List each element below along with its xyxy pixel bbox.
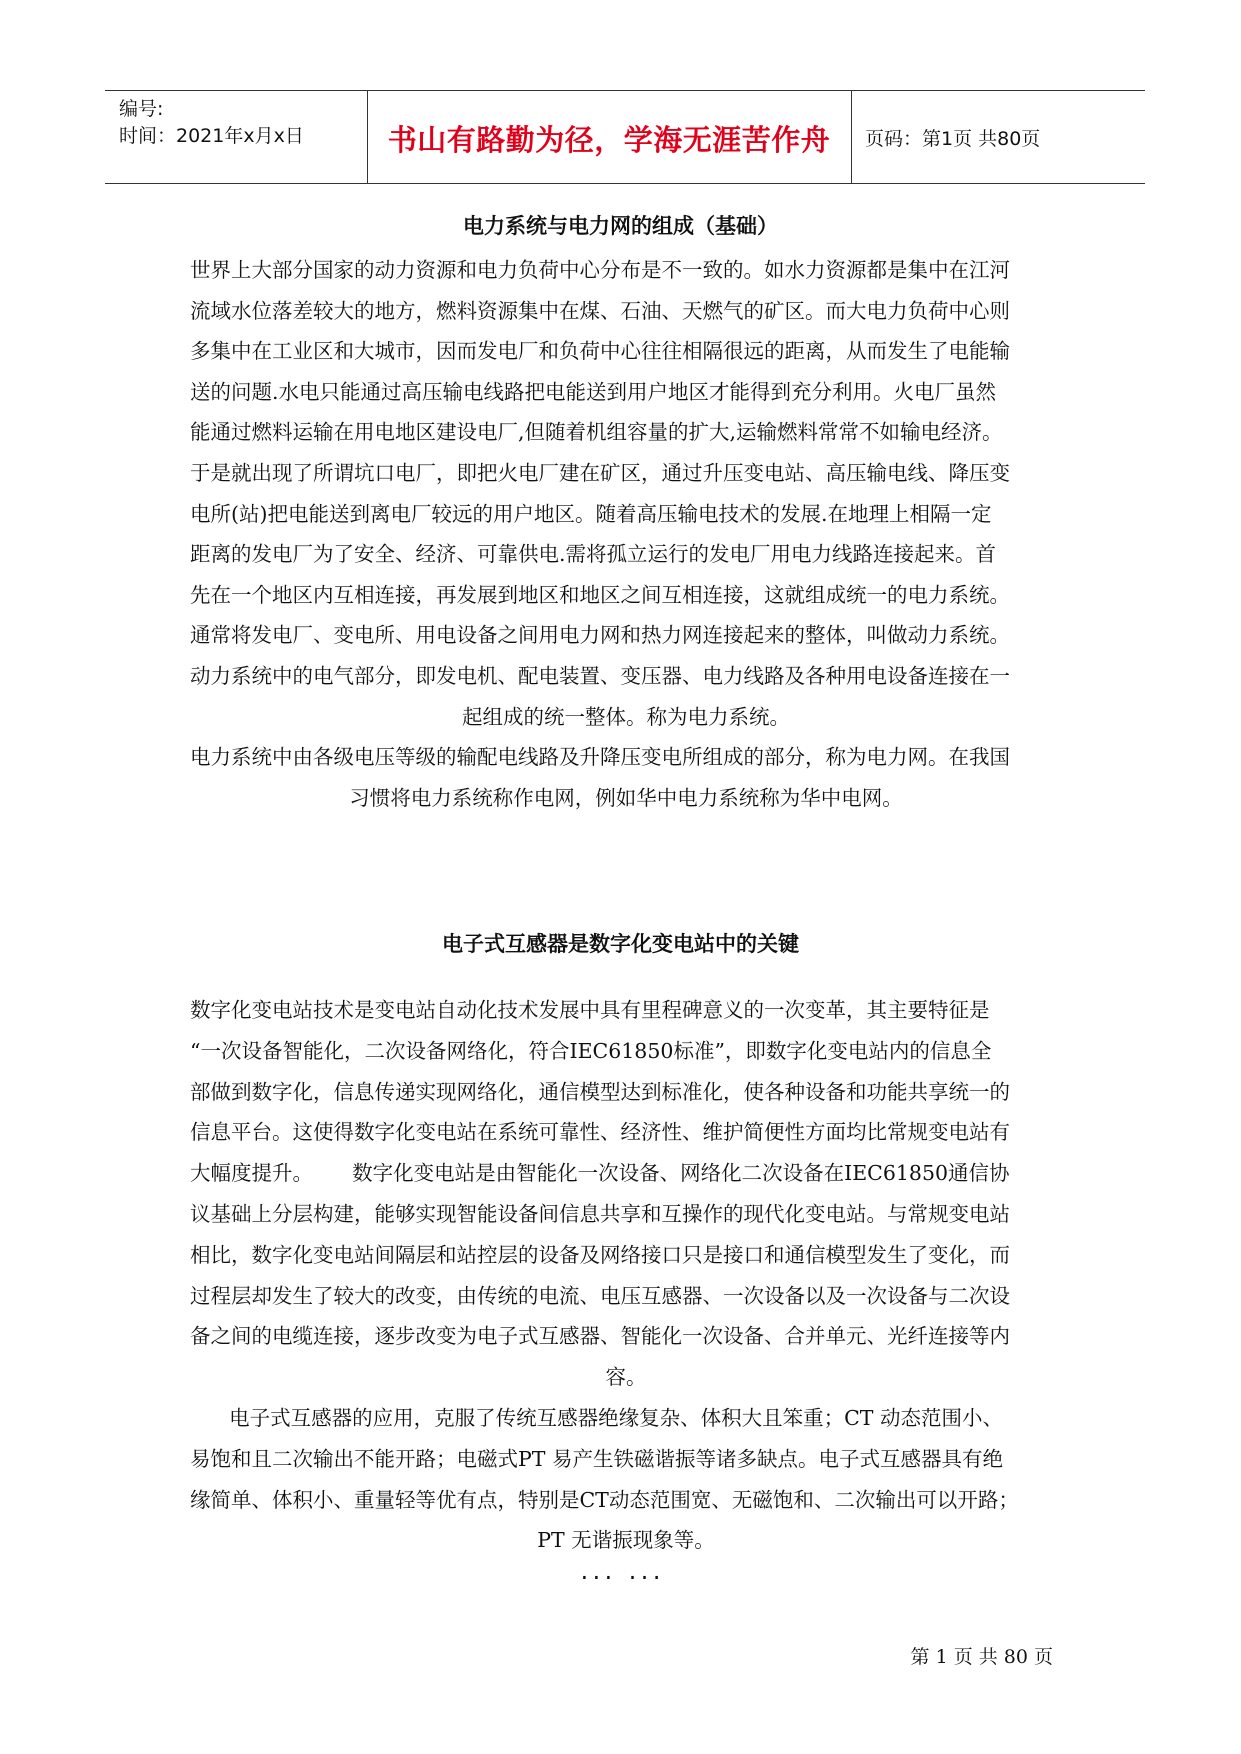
text-line: 大幅度提升。 数字化变电站是由智能化一次设备、网络化二次设备在IEC61850通信协 [190, 1161, 1010, 1186]
text-line: 多集中在工业区和大城市，因而发电厂和负荷中心往往相隔很远的距离，从而发生了电能输 [190, 339, 1010, 364]
text-line: 易饱和且二次输出不能开路；电磁式PT 易产生铁磁谐振等诸多缺点。电子式互感器具有绝 [190, 1446, 1003, 1471]
page-footer: 第 1 页 共 80 页 [910, 1646, 1053, 1668]
motto-text: 书山有路勤为径，学海无涯苦作舟 [387, 123, 831, 157]
text-line: 动力系统中的电气部分，即发电机、配电装置、变压器、电力线路及各种用电设备连接在一 [190, 663, 1010, 688]
text-line: 电子式互感器的应用，克服了传统互感器绝缘复杂、体积大且笨重；CT 动态范围小、 [190, 1405, 1003, 1430]
text-line: 部做到数字化，信息传递实现网络化，通信模型达到标准化，使各种设备和功能共享统一的 [190, 1079, 1010, 1104]
section1-title: 电力系统与电力网的组成（基础） [463, 214, 778, 238]
time-label: 时间：2021年x月x日 [119, 125, 304, 147]
section2-body [190, 990, 1062, 1561]
continuation-ellipsis: ... ... [578, 1560, 663, 1584]
page-info: 页码：第1页 共80页 [865, 128, 1041, 150]
text-line: 世界上大部分国家的动力资源和电力负荷中心分布是不一致的。如水力资源都是集中在江河 [190, 258, 1010, 282]
text-line: 距离的发电厂为了安全、经济、可靠供电.需将孤立运行的发电厂用电力线路连接起来。首 [190, 542, 997, 567]
text-line: 先在一个地区内互相连接，再发展到地区和地区之间互相连接，这就组成统一的电力系统。 [190, 582, 1010, 607]
text-line: 备之间的电缆连接，逐步改变为电子式互感器、智能化一次设备、合并单元、光纤连接等内 [190, 1324, 1010, 1349]
header-middle-cell [367, 91, 852, 183]
text-line: 信息平台。这使得数字化变电站在系统可靠性、经济性、维护简便性方面均比常规变电站有 [190, 1120, 1010, 1145]
text-line: PT 无谐振现象等。 [537, 1528, 715, 1553]
section1-body [190, 250, 1062, 818]
text-line: 过程层却发生了较大的改变，由传统的电流、电压互感器、一次设备以及一次设备与二次设 [190, 1283, 1010, 1308]
header-left-cell [105, 91, 368, 183]
text-line: 于是就出现了所谓坑口电厂，即把火电厂建在矿区，通过升压变电站、高压输电线、降压变 [190, 460, 1010, 485]
text-line: 缘简单、体积小、重量轻等优有点，特别是CT动态范围宽、无磁饱和、二次输出可以开路； [190, 1487, 1019, 1512]
header-right-cell [851, 91, 1145, 183]
text-line: 习惯将电力系统称作电网，例如华中电力系统称为华中电网。 [349, 785, 903, 810]
number-label: 编号: [119, 98, 164, 120]
section2-title: 电子式互感器是数字化变电站中的关键 [442, 932, 799, 956]
text-line: 能通过燃料运输在用电地区建设电厂,但随着机组容量的扩大,运输燃料常常不如输电经济。 [190, 420, 1003, 445]
text-line: 送的问题.水电只能通过高压输电线路把电能送到用户地区才能得到充分利用。火电厂虽然 [190, 379, 997, 404]
text-line: “一次设备智能化，二次设备网络化，符合IEC61850标准”，即数字化变电站内的信息全 [190, 1038, 992, 1063]
page-header [105, 90, 1145, 184]
text-line: 容。 [605, 1365, 647, 1390]
text-line: 电所(站)把电能送到离电厂较远的用户地区。随着高压输电技术的发展.在地理上相隔一定 [190, 501, 992, 526]
text-line: 电力系统中由各级电压等级的输配电线路及升降压变电所组成的部分，称为电力网。在我国 [190, 745, 1010, 770]
text-line: 流域水位落差较大的地方，燃料资源集中在煤、石油、天燃气的矿区。而大电力负荷中心则 [190, 298, 1010, 323]
text-line: 起组成的统一整体。称为电力系统。 [462, 704, 790, 729]
text-line: 议基础上分层构建，能够实现智能设备间信息共享和互操作的现代化变电站。与常规变电站 [190, 1201, 1010, 1226]
text-line: 相比，数字化变电站间隔层和站控层的设备及网络接口只是接口和通信模型发生了变化，而 [190, 1242, 1010, 1267]
text-line: 数字化变电站技术是变电站自动化技术发展中具有里程碑意义的一次变革，其主要特征是 [190, 998, 990, 1022]
text-line: 通常将发电厂、变电所、用电设备之间用电力网和热力网连接起来的整体，叫做动力系统。 [190, 623, 1010, 648]
